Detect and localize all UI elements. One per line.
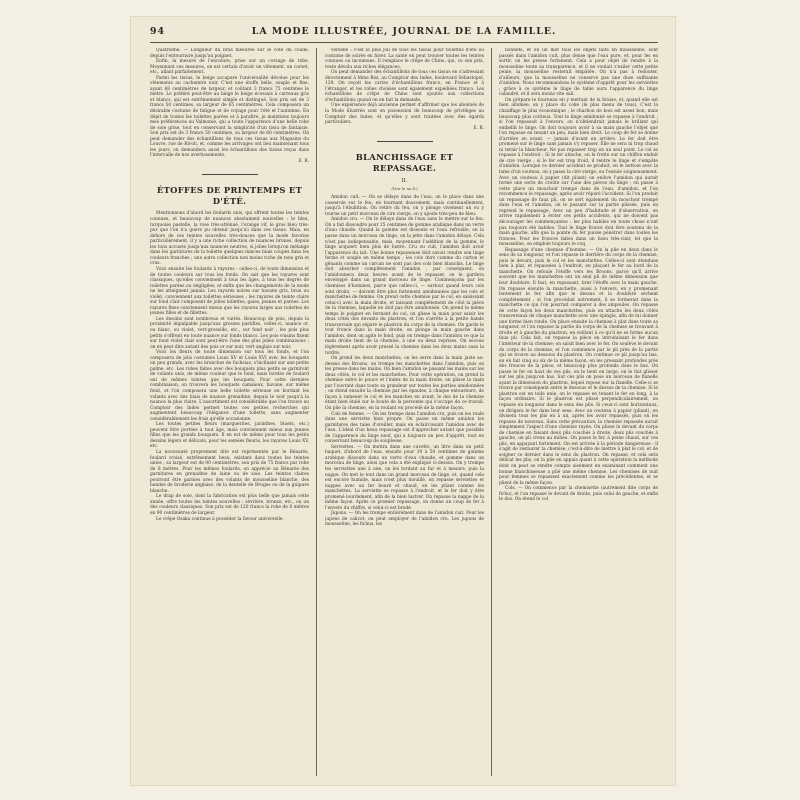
column-rule-1 [316,48,317,776]
paragraph: Amidon cuit. — On se délaye dans de l'eau, on le place dans une casserole sur le feu, en tournant doucement, mais continuellement, jusqu'à l'ébullition. On retire du feu, on y plonge vivement un ou y tourne un petit morceau de cire vierge, on y ajoute très-peu de bleu. [325,195,484,217]
column-rule-2 [491,48,492,776]
paragraph: On prend les deux manchettes, on les serre dans la main juste au-dessus des Broons, on trempe les manchettes dans l'amidon, puis on les presse dans les mains. On bien l'amidon se passant les mains sur les deux côtés, le col et les manchettes. Pour cette opération, on prend la chemise entre le pouce et l'index de la main droite, on plisse la main par l'ouvrant dans toute sa grandeur sur toutes les parties amidonnées ; on étend ensuite la chemise par les épaules, à chaque entournure, de façon à ramener le col et les manches en avant, le dos de la chemise étant bien étalé sur le boute de la personne qui s'occupe de ce travail. On plie la chemise, en la roulant en procédé de la même façon. [325,356,484,411]
paragraph: Le crêpe Osaka continue à posséder la faveur universelle. [156,516,284,522]
paragraph: Mentionnons d'abord les foulards unis, qui offrent toutes les teintes connues, et beaucoup de nuances absolument nouvelles : le bleu, turquoise pastelle, la rose très-atténué, l'orange vif, le gros bleu très-pur que l'on n'a guère pu obtenir jusqu'ici dans ces tissus. Mais, en dehors de ces teintes nouvelles très-douces que la mode favorise particulièrement, il y a une riche collection de nuances brunes, depuis les tons accusés jusqu'aux nuances neutres, si jolies lorsqu'on mélange dans les garnitures de la toilette quelques minces biais coupés dans les couleurs franches ; une autre collection non moins riche de tons gris et crus. [150,211,309,267]
paragraph: verselle : c'est le plus joli de tous les tissus pour toilettes d'été ou costume de soirée en hiver. La santé en peut trouver toutes les teintes connues ou inconnues. Il remplace le crêpe de Chine, qui, vu son prix, reste dévolu aux riches élégances. [325,48,484,70]
signature: E. R. [473,125,484,131]
paragraph: Cols. — On commence par la chemisette (autrement dite corps de fichu), et l'on repasse le devant de droite, puis celui de gauche, et enfin le dos. On étend le col [499,486,658,503]
paragraph: Le drap de soie, dont la fabrication est plus belle que jamais cette année, offre toutes les teintes nouvelles : sèvrière, bronze, etc., ou un des couleurs classiques. Son prix est de 120 francs la robe de 8 mètres en 90 centimètres de largeur. [150,494,309,517]
paragraph: Serviettes. — On mettra dans une cuvette, un litre dans un petit baquet, d'abord de l'eau, ensuite pour 30 à 50 centimes de gomme arabique dissoute dans un verre d'eau chaude, et gomme dans un morceau de linge, ainsi que cela a été expliqué ci-dessus. On y trempe les serviettes une à une, on les tordant au fur et à mesure, puis la nappe. On met le tout dans un grand morceau de linge, et, quand cela est encore humide, mais n'est plus mouillé, on repasse serviettes et nappes avec un fer bouré et chaud, en les pliant comme les manchettes. La serviette se repasse à l'endroit, et le fer doit y être promené lourdement, afin de la bien lustrer. On repasse la nappe de la même façon. Après ce premier repassage, on donne un coup de fer à l'envers du chiffre, si celui-ci est brodé. [325,444,484,511]
section-note: (Voir le no 8.) [391,186,418,192]
column-2 [325,48,484,778]
paragraph: Une expérience déjà ancienne permet d'affirmer que les abonnés de la Mode illustrée sont en possession de beaucoup de privilèges au Comptoir des Indes, et qu'elles y sont traitées avec des égards particuliers. [325,103,484,126]
paragraph: Repassage d'une chemise d'homme. — On la plie en deux dans le sens de sa longueur, et l'on repasse le derrière du corps de la chemise, puis le devant, puis le col et les manchettes. Celles-ci sont étendues bien à plat, et repassées à l'endroit, en plaçant le fer au bord de la manchette. On refoule l'étoffe vers les Broons, parce qu'il arrive souvent que les manchettes ont un seul pli de même dimension que leur doublure. Il faut, en repassant, tirer l'étoffe avec la main gauche. On repasse ensuite la manchette, aussi à l'envers, en y promenant lentement le fer, afin que le dessus et la doublure sèchent complètement ; si l'on procédait autrement, il se formerait dans la manchette ce qui l'on pourrait comparer à des ampoules. On repasse de cette façon les deux manchettes, puis on attache les deux côtés transversaux de chaque manchette avec une épingle, afin de lui donner une forme bien ronde. On place ensuite la chemise à plat dans toute sa longueur, et l'on repasse la partie du corps de la chemise se trouvant à droite et à gauche du plastron, en veillant à ce qu'il ne se forme aucun faux pli. Cela fait, on repasse la pièce en introduisant le fer dans l'intérieur de la chemise; on saisit bien avec le fer. On soulève le devant du corps de la chemise, et l'on commence par le pli près de la partie qui se trouve au dessous du plastron. On continue ce pli jusqu'au bas, en en fait cinq ou six de la même façon, en les pressant profondes près des fronces de la pièce, et beaucoup plus profonds dans le bas. On passe le fer en haut de ces plis, on le tient en large, on le fait glisser sur les plis jusqu'en bas. Sur ces plis on pose un morceau de flanelle ayant la dimension du plastron, lequel repose sur la flanelle. Celle-ci se trouve par conséquent entre le dessous et le dessus de la chemise. Si le plastron est en toile unie, on le repasse en tenant le fer en long, à la façon ordinaire. Si le plastron est plissé perpendiculairement, on repasse en longueur dans le sens des plis. Si ceux-ci sont horizontaux, on dirigera le fer dans leur sens. Avec un couteau à papier (pliant), on divisera tous les plis en à un, après les avoir repassés, puis on les repasse de nouveau. Sans cette précaution, la chemise repassée aurait simplement l'aspect d'une chemise rayée. On plisse le devant du corps de chemise en faisant deux plis couchés à droite, deux plis couchés à gauche, un pli creux au milieu. On passe le fer, à peine chaud, sur ces plis, en appuyant fortement. On est arrivée à la période dangereuse : il s'agit de restaurer la chemise, c'est-à-dire de mettre à plat le col, et de soigner ce dernier dans le sens du plastron. On repasse, et cela sera délicat les plis, on la plie en appuis quant à cette opération la méthode dont on peut se rendre compte aisément en examinant comment une bonne blanchisseuse a plié une même chemise. Les chemises de nuit pour femmes se repassent exactement comme les précédentes, et se plient de la même façon. [499,247,658,486]
section-divider [377,141,433,142]
paragraph: bonnets, et en un mot tous les objets faits en mousseline, sont passés dans l'amidon cuit, plus dense que l'eau pure, et, pour les en sortir, on les presse fortement. Cela a pour objet de rendre à la mousseline toute sa transparence, et il ne voulait s'exiler cette petite peine, la mousseline resterait empâtée. On n'a pas à redouter, d'ailleurs, que la mousseline ne conserve pas une dose suffisante d'amidon. Nous recommandons le système d'apprêt pour les serviettes ; grâce à ce système le linge de table aura l'apparence du linge calandré, et il sera moins vite sali. [499,48,658,98]
paragraph: Quatrième. — Longueur du bras mesurée sur le côté du coude, depuis l'entournure jusqu'au poignet. [150,48,309,59]
paragraph: Voici les fleurs de toute dimension sur tous les fonds, et l'on composera de jolis costumes Louis XV et Louis XVI avec les bouquets un peu grands, avec les branches de fuchsias, s'inclinant sur une petite palme, etc. Les robes faites avec des bouquets plus petits se garniront de volants unis, de même couleur que le fond, mais bordés de foulard uni de mêmes teintes que les bouquets. Pour cette dernière combinaison, on trouvera les bouquets camaïeux, havane, sur même fond, et l'on composera une belle toilette sérieuse en bordant les volants avec des biais de nuance grenadine, depuis le noir jusqu'à la nuance la plus claire. L'assortiment est considérable que l'on trouve au Comptoir des Indes permet toutes ces petites recherches qui augmentent beaucoup l'élégance d'une toilette, sans augmenter considérablement les frais qu'elle occasionne. [150,350,309,422]
paragraph: Les dessins sont nombreux et variés. Beaucoup de pois, depuis la proximité impalpable jusqu'aux grosses pastilles, celles-ci, nuance or, ou blanc, ou violet, vert-groseille, etc., sur fond noir ; les pois plus petits s'offrent en toute nuance sur fonds blancs. Les pois voisins fixent sur fond violet clair sont peut-être l'une des plus jolies combinaisons ; on en peut dire autant des pois or sur noir, vert anglais sur noir. [150,316,309,350]
page-header [150,24,658,43]
running-title: LA MODE ILLUSTRÉE, JOURNAL DE LA FAMILLE. [251,26,557,37]
paragraph: Enfin, la mesure de l'encolure, prise sur un corsage de robe. Moyennant ces mesures, on est certain d'avoir un vêtement, un corset, etc., allant parfaitement. [150,59,309,76]
paragraph: On peut demander des échantillons de tous ces tissus en s'adressant directement à Mme Bisi, au Comptoir des Indes, boulevard Sébastopol, 129. On reçoit les cartes d'échantillons franco, en France et à l'étranger, et les robes choisies sont également expédiées franco. Les échantillons de crêpe de Chine sont ajoutés aux collections d'échantillons quand on en fait la demande. [325,70,484,103]
section-title-etoffes: ÉTOFFES DE PRINTEMPS ET D'ÉTÉ. [156,185,303,207]
paragraph: Cols de femme. — On les trempe dans l'amidon cru, puis on les roule dans une serviette bien propre. On passe en même amidon les garnitures des taies d'oreiller, mais en éclaircissant l'amidon avec de l'eau. L'idéal d'un beau repassage est d'approcher autant que possible de l'apparence du linge neuf, qui a toujours un peu d'apprêt, tout en conservant beaucoup de souplesse. [325,411,484,445]
paragraph: On prépare le fourneau en y mettant de la braise, et, quand elle est bien allumée, on y place du coke (le plus menu de tous). C'est la chauffage le plus économique ; le charbon de bois est assez bon, mais beaucoup plus coûteux. Tout le linge amidonné se repasse à l'endroit ; si l'on repassait à l'envers, on n'obtiendrait jamais le brillant qui embellit le linge. On doit toujours avoir à sa main gauche l'objet que l'on repasse en tenant un peu, mais bien droit. Le coup de fer se donne d'arrière en avant, — jamais d'avant en arrière. Le fer doit être promené sur le linge sans jamais s'y reposer. Elle ne sera ni trop chaud ni ternir la blancheur. Ne pas repasser trop en un seul point. Le col se repasse à l'endroit ; Si le fer attache, on le frotte sur un chiffon enduit de cire vierge ; si le fer est trop froid, il rentre le linge et s'empâte d'amidon. Lorsque ce dernier accident se produit, on le nettoie avec la lame d'un couteau, on y passe la cire vierge, ou l'essuie soigneusement. Avec un couteau à papier (dit pliant) on enlève l'amidon qui aurait formé une sorte de croûte sur l'une des pièces du linge ; on passe à cette place un mouchoir trempé dans de l'eau, d'amidon, et l'on recommence le repassage, après avoir réparé l'accident. Si l'on produit un repassage de faux pli, on se sert également du mouchoir trempé dans l'eau et l'amidon, on le passant sur la partie plissée, puis on reprend le repassage. Avec un peu d'habitude et d'observation, on arrive rapidement à éviter ces petits accidents, qui ne doivent pas décourager les commençantes : les plus habiles en toute chose n'ont pas toujours été habiles. Tout le linge froncé doit être soutenu de la main gauche, afin que la pointe du fer puisse pénétrer dans toutes les fronces. Pour les fronces faites dans un tissu très-clair, tel que la mousseline, on emploie toujours le coq. [499,97,658,248]
newspaper-page [130,16,676,786]
page-number: 94 [150,26,166,37]
paragraph: Voici ensuite les foulards à rayures : celles-ci, de toute dimension et de toutes couleurs sur tous les fonds. On sait que les rayures sont classiques, qu'elles conviennent à tous les âges, à tous les degrés de toilettes parées ou négligées, et enfin que les changements de la mode ne les atteignent jamais. Les rayures noires sur havane gris, brun ou violet, conviennent aux toilettes sérieuses ; les rayures de teinte claire sur fond clair composent de jolies toilettes, gaies, jeunes et parées. Les rayures fines conviennent mieux que les rayures larges aux toilettes de jeunes filles et de fillettes. [150,266,309,317]
paragraph: Parmi les tissus, le beige accapare l'universalité dévolue pour les vêtements au cachemire noir. C'est une étoffe belle, souple et fine, ayant 68 centimètres de largeur, et coûtant 3 francs 75 centimes le mètre. Le préféré peut-être au beige le beige écossais à carreaux gris et blancs, qui est extrêmement simple et distingué. Son prix est de 3 francs 50 centimes, sa largeur de 65 centimètres. Cela composera un désirable costume de fatigue et de voyage pour l'été et l'automne. En dépit de toutes les toilettes parées et à paraître, je maintiens toujours mes préférences au Valmonie, qui a toute l'apparence d'une belle robe de soie grise, tout en conservant la simplicité d'un tissu de fantaisie. Son prix est de 3 francs 50 centimes, sa largeur de 60 centimètres. On peut demander des échantillons de tous ces tissus aux Magasins du Louvre, rue de Rivoli, et, comme les arrivages ont lieu maintenant tous les jours, on demandera aussi les échantillons des tissus reçus dans l'intervalle de nos avertissements. [150,75,309,159]
paragraph: Amidon cru. — On le délaye dans de l'eau sans le mettre sur le feu. On a fait dissoudre pour 25 centimes de gomme arabique dans un verre d'eau chaude. Quand la gomme est dissoute et l'eau refroidie, on la passe dans un morceau de linge, on la jette dans l'amidon délayé. Cela n'est pas indispensable, mais, moyennant l'addition de la gomme, le linge acquiert bien plus de lustre. Cru ou cuit, l'amidon doit avoir l'apparence du lait. Une bonne repasseuse doit savoir rendre son linge ferme et souple en même temps ; les cols durs comme du carton et gênants comme un carcan ne sont pas des cols bien blanchis. Le linge doit absorber complètement l'amidon ; par conséquent, on l'amidonnera deux heures avant de le repasser, on le gardera enveloppé dans un grand morceau de linge. Commençons par les chemises d'hommes, parce que celles-ci, — surtout quand leurs cols sont droits, — doivent être plus fortement amidonnées que les cols et manchettes de femme. On prend cette chemise par le col, en saisissant celui-ci avec la main droite, et laissant complètement de côté la pièce de la chemise, laquelle ne doit pas être amidonnée. On prend le même temps le poignet en fermant du col, on glisse la main pour saisir les deux côtés des devants du plastron, et l'on s'arrête à la petite bande transversale qui sépare le plastron du corps de la chemise. On garde le tout froncé dans la main droite, on plonge la main gauche dans l'amidon, dont on agite le fond, puis on trempe dans l'amidon ce que la main droite tient de la chemise, à une ou deux reprises. On secoue légèrement après avoir pressé la chemise dans les deux mains sans la tordre. [325,217,484,356]
paragraph: La nouveauté proprement dite est représentée par le Bénarès, foulard croisé, extrêmement beau, existant dans toutes les teintes unies ; sa largeur est de 90 centimètres, son prix de 75 francs par robe de 8 mètres. Pour les mêmes foulards, on apprécie au Bénarès des garnitures en grenadine de laine ou de soie. Les teintes claires pourront être garnies avec des volants de mousseline blanche, des bandes de broderie anglaise, de la dentelle de Bruges ou de la guipure blanche. [150,450,309,494]
paragraph: Jupons. — On les trempe entièrement dans de l'amidon cuit. Pour les jupons de calicot, on peut employer de l'amidon cru. Les jupons de mousseline, les fichus, les [325,511,484,528]
section-title-blanchissage: BLANCHISSAGE ET REPASSAGE. [355,152,454,174]
signature: E. R. [298,158,309,164]
section-number: II. [401,178,408,185]
column-1 [150,48,309,778]
column-3 [499,48,658,778]
section-divider [202,174,258,175]
paragraph: Les toutes petites fleurs (marguerites, jacinthes, bluets, etc.) peuvent être portées à tout âge, mais conviennent mieux aux jeunes filles que les grands bouquets. Il en est de même pour tous les petits dessins légers et délicats, pour les semées fleuris, les rayures Louis XV, etc. [150,422,309,450]
